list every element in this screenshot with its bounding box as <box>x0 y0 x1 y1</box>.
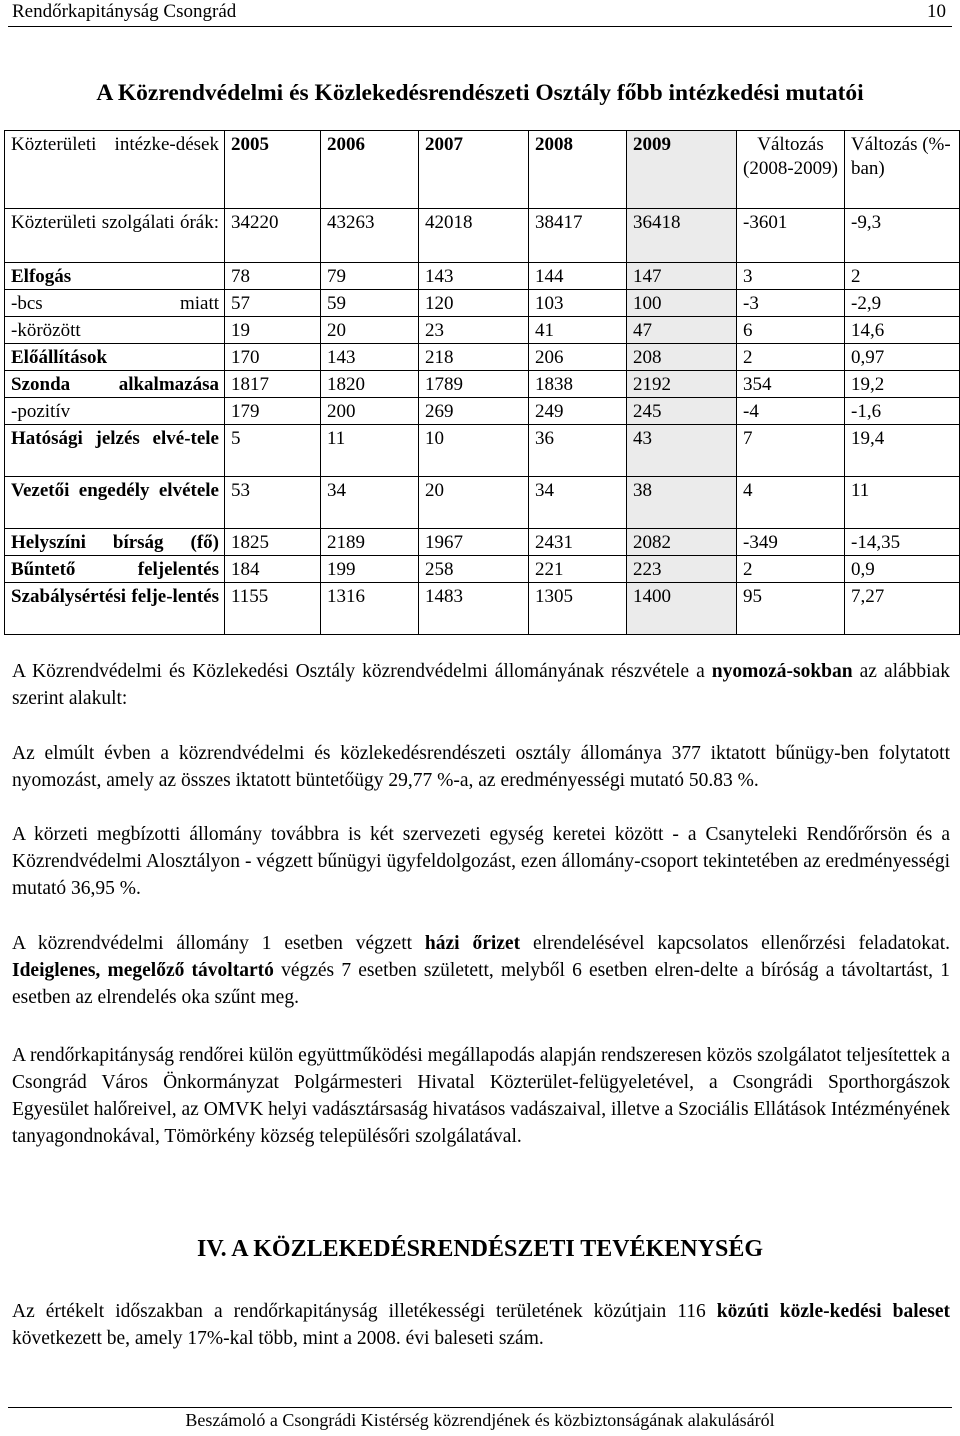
table-cell: -1,6 <box>845 398 960 425</box>
table-cell: 20 <box>419 477 529 529</box>
table-cell: -2,9 <box>845 290 960 317</box>
table-row <box>5 583 960 635</box>
row-label: Helyszíni bírság (fő) <box>5 529 225 556</box>
table-cell: 184 <box>225 556 321 583</box>
p6-text-c: következett be, amely 17%-kal több, mint a 2008. évi baleseti szám. <box>12 1328 544 1349</box>
table-cell: 0,9 <box>845 556 960 583</box>
table-cell: 200 <box>321 398 419 425</box>
year-header: 2009 <box>627 131 737 209</box>
table-cell: 43 <box>627 425 737 477</box>
table-cell: 2 <box>737 556 845 583</box>
table-cell: 208 <box>627 344 737 371</box>
table-cell: 1820 <box>321 371 419 398</box>
row-label: -bcs miatt <box>5 290 225 317</box>
table-cell: 223 <box>627 556 737 583</box>
p1-text-a: A Közrendvédelmi és Közlekedési Osztály közrendvédelmi állományának részvétele a <box>12 661 712 682</box>
table-cell: 147 <box>627 263 737 290</box>
table-row <box>5 529 960 556</box>
table-cell: 2082 <box>627 529 737 556</box>
measures-table <box>4 130 960 635</box>
table-cell: 38 <box>627 477 737 529</box>
year-header: 2005 <box>225 131 321 209</box>
table-cell: 144 <box>529 263 627 290</box>
table-row <box>5 344 960 371</box>
table-cell: 1305 <box>529 583 627 635</box>
table-cell: 14,6 <box>845 317 960 344</box>
table-cell: 20 <box>321 317 419 344</box>
row-label: Előállítások <box>5 344 225 371</box>
table-cell: 19,2 <box>845 371 960 398</box>
table-cell: 269 <box>419 398 529 425</box>
table-cell: 47 <box>627 317 737 344</box>
table-cell: 2189 <box>321 529 419 556</box>
row-label: -pozitív <box>5 398 225 425</box>
paragraph-results: Az elmúlt évben a közrendvédelmi és közlekedésrendészeti osztály állománya 377 iktatott bűnügy-ben folytatott nyomozást, amely az összes iktatott büntetőügy 29,77 %-a, az eredményességi mutató 50.83 %. <box>12 743 950 791</box>
table-cell: 95 <box>737 583 845 635</box>
year-header: 2006 <box>321 131 419 209</box>
row-label: Szabálysértési felje-lentés <box>5 583 225 635</box>
paragraph-district: A körzeti megbízotti állomány továbbra is két szervezeti egység keretei között - a Csanyteleki Rendőrőrsön és a Közrendvédelmi Alosztályon - végzett bűnügyi ügyfeldolgozást, ezen állomány-csoport tekintetében az eredményességi mutató 36,95 %. <box>12 824 950 899</box>
table-cell: 79 <box>321 263 419 290</box>
table-cell: 34220 <box>225 209 321 263</box>
table-cell: 34 <box>321 477 419 529</box>
table-cell: 1400 <box>627 583 737 635</box>
table-cell: 221 <box>529 556 627 583</box>
table-row <box>5 317 960 344</box>
table-cell: 1825 <box>225 529 321 556</box>
table-cell: 36 <box>529 425 627 477</box>
table-cell: 5 <box>225 425 321 477</box>
table-cell: 249 <box>529 398 627 425</box>
table-cell: 1817 <box>225 371 321 398</box>
table-cell: 7 <box>737 425 845 477</box>
footer-divider <box>8 1407 952 1408</box>
p1-bold: nyomozá-sokban <box>711 661 853 682</box>
table-cell: -14,35 <box>845 529 960 556</box>
section-title: IV. A KÖZLEKEDÉSRENDÉSZETI TEVÉKENYSÉG <box>197 1236 763 1262</box>
paragraph-accidents <box>12 1298 950 1352</box>
page-footer: Beszámoló a Csongrádi Kistérség közrendjének és közbiztonságának alakulásáról <box>185 1410 775 1430</box>
row-label: Vezetői engedély elvétele <box>5 477 225 529</box>
table-cell: 2 <box>845 263 960 290</box>
p4-text-c: elrendelésével kapcsolatos ellenőrzési feladatokat. <box>520 933 951 954</box>
table-cell: 100 <box>627 290 737 317</box>
table-cell: -349 <box>737 529 845 556</box>
table-row <box>5 263 960 290</box>
p4-bold-b: Ideiglenes, megelőző távoltartó <box>12 960 274 981</box>
table-cell: 1155 <box>225 583 321 635</box>
table-cell: 6 <box>737 317 845 344</box>
table-cell: 4 <box>737 477 845 529</box>
table-cell: 7,27 <box>845 583 960 635</box>
table-cell: 1316 <box>321 583 419 635</box>
table-cell: 2192 <box>627 371 737 398</box>
table-cell: 19 <box>225 317 321 344</box>
table-cell: 41 <box>529 317 627 344</box>
paragraph-cooperation: A rendőrkapitányság rendőrei külön együttműködési megállapodás alapján rendszeresen közös szolgálatot teljesítettek a Csongrád Város Önkormányzat Polgármesteri Hivatal Közterület-felügyeletével, a Csongrádi Sporthorgászok Egyesület halőreivel, az OMVK helyi vadásztársaság hivatásos vadászaival, illetve a Szociális Ellátások Intézményének tanyagondnokával, Tömörkény község településőri szolgálatával. <box>12 1045 950 1147</box>
row-label: -körözött <box>5 317 225 344</box>
table-cell: 59 <box>321 290 419 317</box>
change-abs-header: Változás (2008-2009) <box>737 131 845 209</box>
table-row <box>5 209 960 263</box>
table-cell: 206 <box>529 344 627 371</box>
table-header-row <box>5 131 960 209</box>
p1-text-c: az alábbiak szerint alakult: <box>12 661 950 709</box>
table-cell: 34 <box>529 477 627 529</box>
table-cell: 23 <box>419 317 529 344</box>
row-label: Bűntető feljelentés <box>5 556 225 583</box>
table-cell: 78 <box>225 263 321 290</box>
row-label: Közterületi szolgálati órák: <box>5 209 225 263</box>
table-cell: 1967 <box>419 529 529 556</box>
table-cell: 53 <box>225 477 321 529</box>
table-cell: 1483 <box>419 583 529 635</box>
row-label: Szonda alkalmazása <box>5 371 225 398</box>
p6-bold: közúti közle-kedési baleset <box>716 1301 951 1322</box>
table-cell: 38417 <box>529 209 627 263</box>
table-cell: 36418 <box>627 209 737 263</box>
table-cell: 199 <box>321 556 419 583</box>
table-row <box>5 371 960 398</box>
table-cell: 258 <box>419 556 529 583</box>
table-cell: 1789 <box>419 371 529 398</box>
table-row <box>5 290 960 317</box>
table-cell: -3601 <box>737 209 845 263</box>
table-cell: 120 <box>419 290 529 317</box>
row-label: Elfogás <box>5 263 225 290</box>
p4-bold-a: házi őrizet <box>424 933 521 954</box>
table-cell: 19,4 <box>845 425 960 477</box>
table-cell: 143 <box>321 344 419 371</box>
page-header <box>8 0 952 27</box>
table-cell: 1838 <box>529 371 627 398</box>
table-row <box>5 556 960 583</box>
table-cell: 57 <box>225 290 321 317</box>
table-cell: 2 <box>737 344 845 371</box>
table-cell: 42018 <box>419 209 529 263</box>
table-cell: -3 <box>737 290 845 317</box>
table-cell: 354 <box>737 371 845 398</box>
table-corner-label: Közterületi intézke-dések <box>5 131 225 209</box>
table-row <box>5 425 960 477</box>
table-cell: 103 <box>529 290 627 317</box>
table-cell: -9,3 <box>845 209 960 263</box>
year-header: 2007 <box>419 131 529 209</box>
table-cell: 2431 <box>529 529 627 556</box>
header-title: Rendőrkapitányság Csongrád <box>12 1 237 22</box>
table-cell: 10 <box>419 425 529 477</box>
table-row <box>5 398 960 425</box>
table-cell: 179 <box>225 398 321 425</box>
row-label: Hatósági jelzés elvé-tele <box>5 425 225 477</box>
paragraph-house-arrest <box>12 930 950 1011</box>
table-cell: 3 <box>737 263 845 290</box>
table-cell: 218 <box>419 344 529 371</box>
p4-text-e: végzés 7 esetben született, melyből 6 esetben elren-delte a bíróság a távoltartást, 1 esetben az elrendelés oka szűnt meg. <box>12 960 950 1008</box>
table-cell: 11 <box>845 477 960 529</box>
p4-text-a: A közrendvédelmi állomány 1 esetben végzett <box>12 933 425 954</box>
table-cell: -4 <box>737 398 845 425</box>
document-title: A Közrendvédelmi és Közlekedésrendészeti Osztály főbb intézkedési mutatói <box>96 80 864 106</box>
paragraph-investigations <box>12 658 950 712</box>
year-header: 2008 <box>529 131 627 209</box>
table-cell: 245 <box>627 398 737 425</box>
table-row <box>5 477 960 529</box>
table-cell: 170 <box>225 344 321 371</box>
page-number: 10 <box>927 1 946 22</box>
table-cell: 11 <box>321 425 419 477</box>
table-cell: 143 <box>419 263 529 290</box>
table-cell: 43263 <box>321 209 419 263</box>
table-cell: 0,97 <box>845 344 960 371</box>
p6-text-a: Az értékelt időszakban a rendőrkapitányság illetékességi területének közútjain 116 <box>12 1301 717 1322</box>
change-pct-header: Változás (%-ban) <box>845 131 960 209</box>
